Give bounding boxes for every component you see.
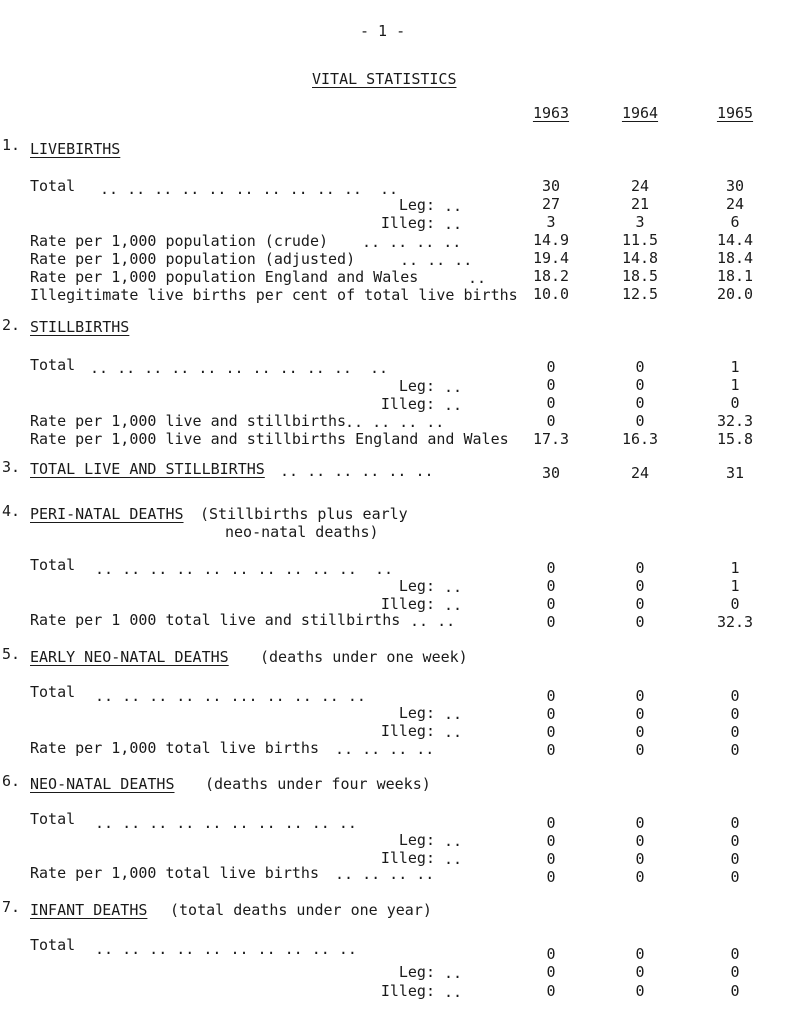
value-cell: 0 (546, 741, 556, 759)
value-cell: 18.5 (621, 267, 659, 285)
section-heading-peri-natal-deaths: PERI-NATAL DEATHS (30, 505, 184, 523)
row-label: Illeg: (380, 214, 435, 232)
value-cell: 0 (730, 705, 740, 723)
value-cell: 0 (546, 982, 556, 1000)
value-cell: 0 (730, 394, 740, 412)
value-cell: 0 (635, 705, 645, 723)
leader-dots: .. (444, 723, 463, 741)
value-cell: 24 (725, 195, 745, 213)
value-cell: 30 (541, 464, 561, 482)
section-heading-early-neo-natal-deaths: EARLY NEO-NATAL DEATHS (30, 648, 229, 666)
leader-dots: .. .. .. .. .. ... .. .. .. .. (95, 687, 366, 705)
value-cell: 0 (635, 394, 645, 412)
year-header-1963: 1963 (532, 104, 570, 122)
section-heading-total-live-and-stillbirths: TOTAL LIVE AND STILLBIRTHS (30, 460, 265, 478)
value-cell: 0 (730, 723, 740, 741)
leader-dots: .. (444, 396, 463, 414)
value-cell: 17.3 (532, 430, 570, 448)
section-number: 7. (2, 898, 21, 916)
value-cell: 6 (730, 213, 740, 231)
leader-dots: .. .. .. .. .. .. .. .. .. .. .. (100, 180, 399, 198)
year-header-1965: 1965 (716, 104, 754, 122)
leader-dots: .. .. .. .. .. .. (280, 462, 434, 480)
value-cell: 0 (546, 963, 556, 981)
section-heading-stillbirths: STILLBIRTHS (30, 318, 130, 336)
value-cell: 0 (546, 559, 556, 577)
row-label: Total (30, 683, 76, 701)
leader-dots: .. (468, 269, 487, 287)
value-cell: 0 (635, 577, 645, 595)
row-label: Rate per 1,000 population England and Wales (30, 268, 419, 286)
row-label: Rate per 1,000 live and stillbirths England and Wales (30, 430, 509, 448)
section-number: 2. (2, 316, 21, 334)
section-number: 4. (2, 502, 21, 520)
value-cell: 27 (541, 195, 561, 213)
leader-dots: .. .. .. .. .. .. .. .. .. .. (95, 940, 357, 958)
value-cell: 0 (730, 832, 740, 850)
value-cell: 20.0 (716, 285, 754, 303)
value-cell: 0 (635, 814, 645, 832)
value-cell: 0 (635, 613, 645, 631)
value-cell: 0 (546, 412, 556, 430)
leader-dots: .. .. .. .. (335, 740, 435, 758)
value-cell: 0 (546, 376, 556, 394)
leader-dots: .. (444, 596, 463, 614)
value-cell: 18.1 (716, 267, 754, 285)
value-cell: 0 (546, 832, 556, 850)
leader-dots: .. .. .. .. (345, 413, 445, 431)
row-label: Rate per 1,000 total live births (30, 739, 319, 757)
value-cell: 0 (546, 577, 556, 595)
leader-dots: .. (444, 850, 463, 868)
value-cell: 0 (730, 963, 740, 981)
leader-dots: .. .. .. .. .. .. .. .. .. .. .. (90, 359, 389, 377)
value-cell: 0 (635, 945, 645, 963)
value-cell: 0 (546, 868, 556, 886)
value-cell: 0 (635, 595, 645, 613)
value-cell: 0 (730, 850, 740, 868)
page-number: - 1 - (360, 22, 406, 40)
value-cell: 31 (725, 464, 745, 482)
section-number: 1. (2, 136, 21, 154)
row-label: Rate per 1,000 live and stillbirths (30, 412, 347, 430)
value-cell: 11.5 (621, 231, 659, 249)
value-cell: 0 (635, 832, 645, 850)
section-subtitle: (total deaths under one year) (170, 901, 432, 919)
value-cell: 0 (635, 358, 645, 376)
value-cell: 0 (635, 868, 645, 886)
value-cell: 0 (546, 945, 556, 963)
value-cell: 1 (730, 577, 740, 595)
value-cell: 0 (730, 687, 740, 705)
row-label: Illeg: (380, 849, 435, 867)
value-cell: 3 (635, 213, 645, 231)
value-cell: 0 (635, 687, 645, 705)
leader-dots: .. .. (410, 612, 456, 630)
section-subtitle-line2: neo-natal deaths) (225, 523, 379, 541)
page-title: VITAL STATISTICS (312, 70, 457, 88)
value-cell: 0 (546, 613, 556, 631)
leader-dots: .. .. .. .. (362, 233, 462, 251)
row-label: Total (30, 556, 76, 574)
value-cell: 0 (635, 376, 645, 394)
value-cell: 16.3 (621, 430, 659, 448)
leader-dots: .. (444, 578, 463, 596)
row-label: Illegitimate live births per cent of total live births (30, 286, 518, 304)
value-cell: 21 (630, 195, 650, 213)
value-cell: 1 (730, 358, 740, 376)
leader-dots: .. (444, 832, 463, 850)
leader-dots: .. .. .. (400, 251, 473, 269)
row-label: Leg: (398, 196, 435, 214)
row-label: Illeg: (380, 722, 435, 740)
row-label: Leg: (398, 377, 435, 395)
value-cell: 0 (546, 705, 556, 723)
leader-dots: .. (444, 378, 463, 396)
value-cell: 18.4 (716, 249, 754, 267)
row-label: Leg: (398, 704, 435, 722)
row-label: Rate per 1,000 population (adjusted) (30, 250, 356, 268)
value-cell: 0 (635, 723, 645, 741)
value-cell: 0 (730, 945, 740, 963)
value-cell: 32.3 (716, 412, 754, 430)
value-cell: 0 (546, 814, 556, 832)
section-number: 6. (2, 772, 21, 790)
row-label: Leg: (398, 831, 435, 849)
row-label: Total (30, 936, 76, 954)
row-label: Total (30, 810, 76, 828)
row-label: Illeg: (380, 395, 435, 413)
row-label: Total (30, 177, 76, 195)
row-label: Rate per 1,000 total live births (30, 864, 319, 882)
section-heading-neo-natal-deaths: NEO-NATAL DEATHS (30, 775, 175, 793)
row-label: Illeg: (380, 595, 435, 613)
value-cell: 32.3 (716, 613, 754, 631)
value-cell: 0 (546, 394, 556, 412)
value-cell: 12.5 (621, 285, 659, 303)
value-cell: 0 (730, 595, 740, 613)
section-subtitle: (Stillbirths plus early (200, 505, 408, 523)
value-cell: 0 (730, 741, 740, 759)
value-cell: 14.8 (621, 249, 659, 267)
row-label: Illeg: (380, 982, 435, 1000)
leader-dots: .. (444, 197, 472, 215)
value-cell: 30 (725, 177, 745, 195)
value-cell: 0 (635, 741, 645, 759)
value-cell: 18.2 (532, 267, 570, 285)
value-cell: 0 (635, 559, 645, 577)
value-cell: 10.0 (532, 285, 570, 303)
value-cell: 0 (546, 850, 556, 868)
section-subtitle: (deaths under four weeks) (205, 775, 431, 793)
row-label: Leg: (398, 963, 435, 981)
value-cell: 3 (546, 213, 556, 231)
row-label: Rate per 1,000 population (crude) (30, 232, 329, 250)
leader-dots: .. .. .. .. .. .. .. .. .. .. (95, 814, 357, 832)
value-cell: 0 (635, 982, 645, 1000)
value-cell: 0 (635, 412, 645, 430)
section-number: 5. (2, 645, 21, 663)
section-heading-livebirths: LIVEBIRTHS (30, 140, 121, 158)
leader-dots: .. .. .. .. .. .. .. .. .. .. .. (95, 560, 394, 578)
year-header-1964: 1964 (621, 104, 659, 122)
value-cell: 0 (730, 814, 740, 832)
value-cell: 30 (541, 177, 561, 195)
value-cell: 14.9 (532, 231, 570, 249)
value-cell: 24 (630, 464, 650, 482)
leader-dots: .. .. .. .. (335, 865, 435, 883)
value-cell: 1 (730, 559, 740, 577)
value-cell: 0 (546, 595, 556, 613)
leader-dots: .. (444, 705, 463, 723)
value-cell: 0 (635, 963, 645, 981)
row-label: Rate per 1 000 total live and stillbirths (30, 611, 401, 629)
value-cell: 1 (730, 376, 740, 394)
value-cell: 19.4 (532, 249, 570, 267)
value-cell: 15.8 (716, 430, 754, 448)
value-cell: 0 (635, 850, 645, 868)
leader-dots: .. (444, 983, 463, 1001)
value-cell: 0 (730, 982, 740, 1000)
section-subtitle: (deaths under one week) (260, 648, 468, 666)
leader-dots: .. (444, 215, 463, 233)
value-cell: 24 (630, 177, 650, 195)
value-cell: 0 (730, 868, 740, 886)
value-cell: 14.4 (716, 231, 754, 249)
section-heading-infant-deaths: INFANT DEATHS (30, 901, 148, 919)
value-cell: 0 (546, 358, 556, 376)
value-cell: 0 (546, 687, 556, 705)
value-cell: 0 (546, 723, 556, 741)
row-label: Leg: (398, 577, 435, 595)
row-label: Total (30, 356, 76, 374)
section-number: 3. (2, 458, 21, 476)
leader-dots: .. (444, 964, 463, 982)
